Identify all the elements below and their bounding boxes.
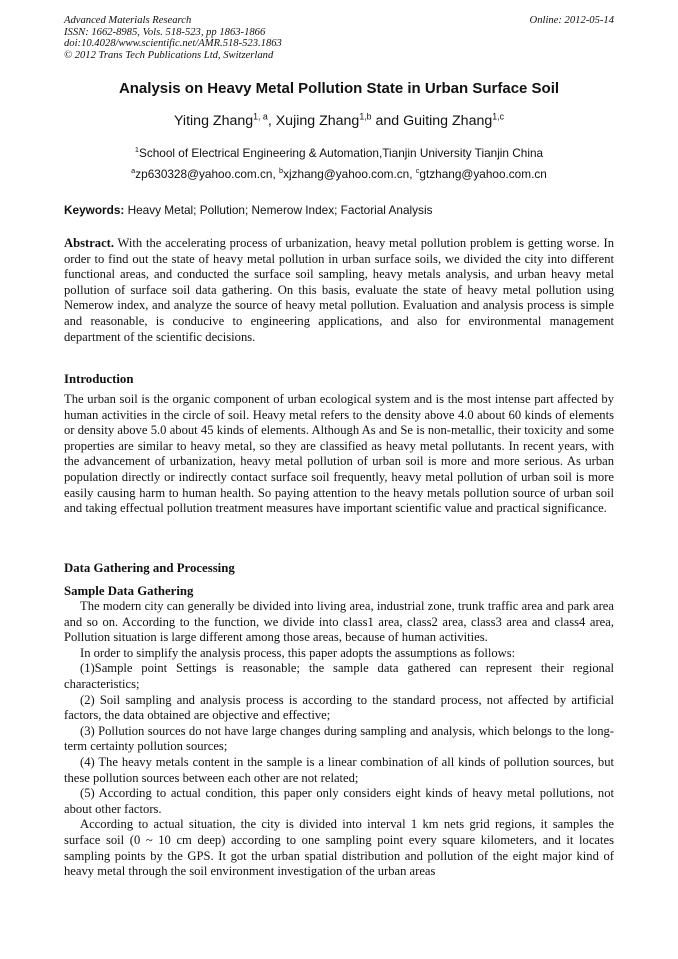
journal-name: Advanced Materials Research [64,15,192,26]
email-a: zp630328@yahoo.com.cn, [135,167,276,181]
copyright-line: © 2012 Trans Tech Publications Ltd, Switzerland [64,49,274,61]
author-2-sup: 1,b [359,111,372,122]
email-c: gtzhang@yahoo.com.cn [419,167,547,181]
keywords [64,203,614,217]
intro-heading: Introduction [64,372,134,386]
keywords-label: Keywords: [64,203,125,217]
keywords-text: Heavy Metal; Pollution; Nemerow Index; Factorial Analysis [127,203,433,217]
data-section-body [64,599,614,880]
paper-title: Analysis on Heavy Metal Pollution State in Urban Surface Soil [118,80,560,97]
author-line: Yiting Zhang$^{1, a}$, Xujing Zhang$^{1,b}$ and Guiting Zhang$^{1,c}$ [174,111,504,129]
data-section-heading: Data Gathering and Processing [64,561,235,575]
affiliation-sup: 1 [134,145,139,155]
assumption-2: (2) Soil sampling and analysis process is according to the standard process, not affected by artificial factors, the data obtained are objective and effective; [64,692,614,723]
issn-line: ISSN: 1662-8985, Vols. 518-523, pp 1863-1866 [64,26,266,38]
assumption-4: (4) The heavy metals content in the sample is a linear combination of all kinds of pollution sources, but these pollution sources between each other are not related; [64,754,614,785]
author-1-sup: 1, a [253,111,268,122]
email-c-sup: c [415,166,420,176]
doi-line: doi:10.4028/www.scientific.net/AMR.518-523.1863 [64,38,282,50]
intro-paragraph: The urban soil is the organic component of urban ecological system and is the most intense part affected by human activities in the circle of soil. Heavy metal refers to the density above 4.0 about 60 kinds of elements or density above 5.0 about 45 kinds of elements. Although As and Se is non-metallic, their toxicity and some properties are similar to heavy metal, so they are classified as heavy metal pollutants. In recent years, with the advancement of urbanization, heavy metal pollution of urban soil is more and more serious. As urban population directly or indirectly contact surface soil frequently, heavy metal pollution of urban soil is more easily causing harm to human health. So paying attention to the heavy metals pollution source of urban soil and taking effectual pollution treatment measures have important scientific value and practical significance. [64,392,614,516]
assumption-1: (1)Sample point Settings is reasonable; the sample data gathered can represent their regional characteristics; [64,661,614,691]
email-b-sup: b [279,166,284,176]
online-date: Online: 2012-05-14 [529,15,614,26]
email-a-sup: a [131,166,136,176]
abstract [64,236,614,345]
assumption-5: (5) According to actual condition, this paper only considers eight kinds of heavy metal pollutions, not about other factors. [64,786,614,816]
paragraph-sampling: According to actual situation, the city is divided into interval 1 km nets grid regions, it samples the surface soil (0 ~ 10 cm deep) according to one sampling point every square kilometers, and it locates sampling points by the GPS. It got the urban spatial distribution and pollution of the eight major kind of heavy metal through the soil environment investigation of the urban areas [64,817,614,879]
email-line [64,167,614,181]
affiliation-text: School of Electrical Engineering & Automation,Tianjin University Tianjin China [138,146,544,160]
author-3-sup: 1,c [492,111,504,122]
affiliation [64,146,614,160]
author-2: Xujing Zhang [275,113,360,129]
author-1: Yiting Zhang [174,113,254,129]
assumption-3: (3) Pollution sources do not have large changes during sampling and analysis, which belongs to the long-term certainty pollution sources; [64,723,614,754]
sample-subheading: Sample Data Gathering [64,584,194,598]
abstract-text: With the accelerating process of urbanization, heavy metal pollution problem is getting worse. In order to find out the state of heavy metal pollution in urban surface soils, we divided the city into different functional areas, and conducted the surface soil sampling, heavy metals analysis, and urban heavy metal pollution of surface soil data gathering. On this basis, evaluate the state of heavy metal pollution using Nemerow index, and analyze the source of heavy metal pollution. Evaluation and analysis process is simple and reasonable, is conducive to engineering applications, and also for environmental management department of the scientific decisions. [64,236,614,344]
author-3: Guiting Zhang [403,113,493,129]
journal-header [64,15,614,61]
author-conj: and [371,113,404,129]
paragraph-areas: The modern city can generally be divided into living area, industrial zone, trunk traffic area and park area and so on. According to the function, we divide into class1 area, class2 area, class3 area and class4 area, Pollution situation is large different among those areas, because of human activities. [64,599,614,645]
paragraph-assumptions: In order to simplify the analysis process, this paper adopts the assumptions as follows: [80,645,516,660]
email-b: xjzhang@yahoo.com.cn, [283,167,413,181]
abstract-label: Abstract. [64,236,115,250]
